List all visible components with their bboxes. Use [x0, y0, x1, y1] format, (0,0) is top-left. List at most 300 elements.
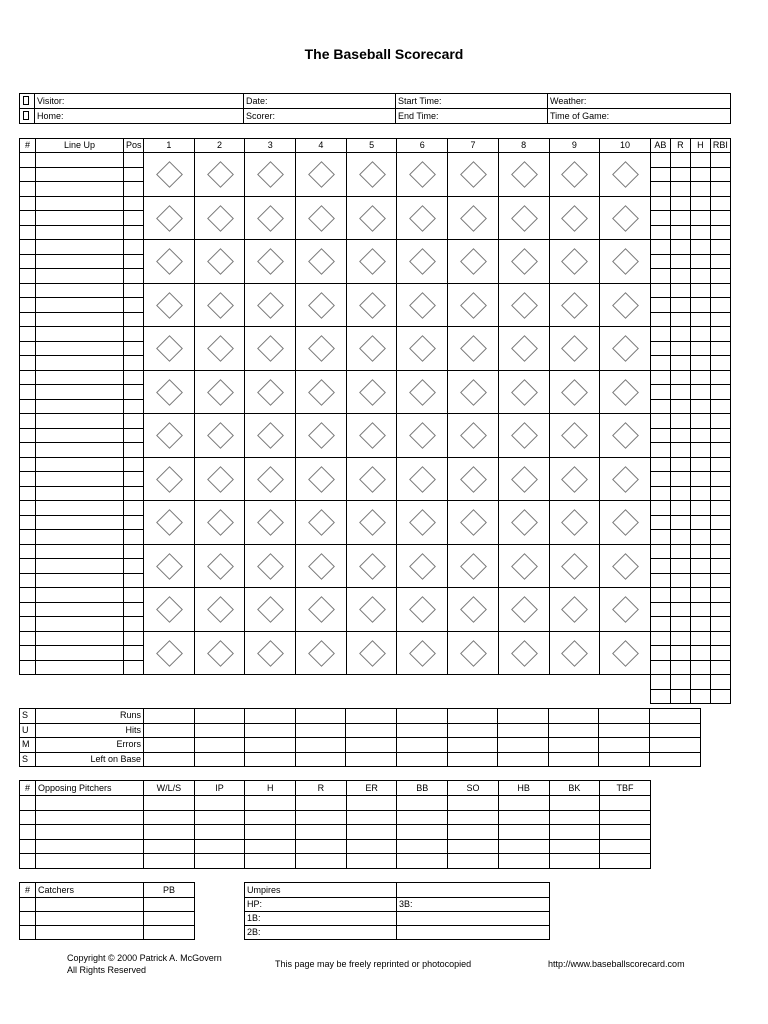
stat-cell[interactable]	[650, 327, 670, 342]
at-bat-box[interactable]	[549, 240, 600, 284]
batter-name-cell[interactable]	[36, 269, 124, 284]
stat-cell[interactable]	[690, 414, 710, 429]
stat-cell[interactable]	[670, 472, 690, 487]
stat-cell[interactable]	[710, 486, 730, 501]
stat-cell[interactable]	[670, 559, 690, 574]
catcher-cell[interactable]	[144, 898, 195, 912]
stat-cell[interactable]	[690, 631, 710, 646]
pitcher-cell[interactable]	[498, 854, 549, 869]
stat-cell[interactable]	[670, 283, 690, 298]
at-bat-box[interactable]	[296, 327, 347, 371]
stat-cell[interactable]	[650, 225, 670, 240]
stat-cell[interactable]	[650, 631, 670, 646]
position-cell[interactable]	[124, 298, 144, 313]
stat-cell[interactable]	[690, 269, 710, 284]
at-bat-box[interactable]	[397, 327, 448, 371]
at-bat-box[interactable]	[194, 196, 245, 240]
stat-cell[interactable]	[690, 341, 710, 356]
at-bat-box[interactable]	[448, 240, 499, 284]
batter-name-cell[interactable]	[36, 327, 124, 342]
pitcher-cell[interactable]	[20, 810, 36, 825]
stat-cell[interactable]	[690, 240, 710, 255]
pitcher-cell[interactable]	[144, 854, 195, 869]
stat-cell[interactable]	[710, 283, 730, 298]
pitcher-cell[interactable]	[448, 839, 499, 854]
batter-num-cell[interactable]	[20, 312, 36, 327]
at-bat-box[interactable]	[194, 370, 245, 414]
pitcher-cell[interactable]	[397, 796, 448, 811]
stat-cell[interactable]	[650, 660, 670, 675]
stat-cell[interactable]	[670, 399, 690, 414]
stat-cell[interactable]	[650, 602, 670, 617]
at-bat-box[interactable]	[296, 588, 347, 632]
batter-name-cell[interactable]	[36, 573, 124, 588]
at-bat-box[interactable]	[448, 283, 499, 327]
website-link[interactable]: http://www.baseballscorecard.com	[548, 959, 685, 969]
stat-cell[interactable]	[710, 298, 730, 313]
batter-num-cell[interactable]	[20, 472, 36, 487]
batter-num-cell[interactable]	[20, 530, 36, 545]
stat-cell[interactable]	[690, 196, 710, 211]
at-bat-box[interactable]	[296, 370, 347, 414]
sums-cell[interactable]	[144, 752, 195, 767]
stat-cell[interactable]	[650, 153, 670, 168]
stat-cell[interactable]	[670, 225, 690, 240]
sums-cell[interactable]	[346, 738, 397, 753]
batter-name-cell[interactable]	[36, 298, 124, 313]
at-bat-box[interactable]	[144, 327, 195, 371]
pitcher-cell[interactable]	[36, 825, 144, 840]
at-bat-box[interactable]	[498, 631, 549, 675]
stat-cell[interactable]	[670, 167, 690, 182]
at-bat-box[interactable]	[144, 196, 195, 240]
at-bat-box[interactable]	[346, 544, 397, 588]
pitcher-cell[interactable]	[194, 810, 245, 825]
at-bat-box[interactable]	[144, 544, 195, 588]
stat-cell[interactable]	[710, 167, 730, 182]
stat-cell[interactable]	[650, 356, 670, 371]
pitcher-cell[interactable]	[296, 825, 347, 840]
at-bat-box[interactable]	[397, 457, 448, 501]
batter-name-cell[interactable]	[36, 240, 124, 255]
batter-name-cell[interactable]	[36, 225, 124, 240]
batter-name-cell[interactable]	[36, 312, 124, 327]
at-bat-box[interactable]	[346, 414, 397, 458]
at-bat-box[interactable]	[600, 631, 651, 675]
position-cell[interactable]	[124, 414, 144, 429]
pitcher-cell[interactable]	[498, 825, 549, 840]
batter-name-cell[interactable]	[36, 515, 124, 530]
stat-cell[interactable]	[650, 544, 670, 559]
batter-num-cell[interactable]	[20, 399, 36, 414]
stat-cell[interactable]	[690, 544, 710, 559]
sums-cell[interactable]	[548, 752, 599, 767]
stat-cell[interactable]	[650, 515, 670, 530]
batter-num-cell[interactable]	[20, 153, 36, 168]
at-bat-box[interactable]	[144, 631, 195, 675]
position-cell[interactable]	[124, 573, 144, 588]
stat-cell[interactable]	[670, 501, 690, 516]
pitcher-cell[interactable]	[600, 825, 651, 840]
at-bat-box[interactable]	[549, 327, 600, 371]
at-bat-box[interactable]	[498, 283, 549, 327]
batter-name-cell[interactable]	[36, 153, 124, 168]
stat-cell[interactable]	[710, 544, 730, 559]
stat-cell[interactable]	[670, 356, 690, 371]
batter-num-cell[interactable]	[20, 631, 36, 646]
position-cell[interactable]	[124, 182, 144, 197]
at-bat-box[interactable]	[144, 370, 195, 414]
stat-cell[interactable]	[710, 457, 730, 472]
batter-num-cell[interactable]	[20, 254, 36, 269]
batter-name-cell[interactable]	[36, 486, 124, 501]
stat-cell[interactable]	[710, 530, 730, 545]
sums-cell[interactable]	[548, 738, 599, 753]
at-bat-box[interactable]	[144, 457, 195, 501]
end-time-field[interactable]: End Time:	[396, 109, 548, 124]
pitcher-cell[interactable]	[20, 825, 36, 840]
at-bat-box[interactable]	[397, 631, 448, 675]
catcher-cell[interactable]	[36, 912, 144, 926]
stat-cell[interactable]	[690, 660, 710, 675]
at-bat-box[interactable]	[549, 631, 600, 675]
at-bat-box[interactable]	[245, 588, 296, 632]
batter-name-cell[interactable]	[36, 385, 124, 400]
stat-total-cell[interactable]	[650, 689, 670, 704]
at-bat-box[interactable]	[448, 153, 499, 197]
position-cell[interactable]	[124, 631, 144, 646]
stat-cell[interactable]	[650, 269, 670, 284]
pitcher-cell[interactable]	[36, 839, 144, 854]
batter-num-cell[interactable]	[20, 269, 36, 284]
at-bat-box[interactable]	[448, 370, 499, 414]
stat-cell[interactable]	[690, 573, 710, 588]
batter-name-cell[interactable]	[36, 457, 124, 472]
at-bat-box[interactable]	[498, 457, 549, 501]
scorer-field[interactable]: Scorer:	[244, 109, 396, 124]
at-bat-box[interactable]	[194, 457, 245, 501]
time-of-game-field[interactable]: Time of Game:	[548, 109, 731, 124]
stat-cell[interactable]	[670, 414, 690, 429]
at-bat-box[interactable]	[448, 588, 499, 632]
at-bat-box[interactable]	[144, 588, 195, 632]
batter-num-cell[interactable]	[20, 457, 36, 472]
sums-cell[interactable]	[245, 752, 296, 767]
stat-cell[interactable]	[670, 312, 690, 327]
at-bat-box[interactable]	[245, 544, 296, 588]
stat-cell[interactable]	[670, 443, 690, 458]
stat-cell[interactable]	[690, 457, 710, 472]
at-bat-box[interactable]	[549, 370, 600, 414]
batter-num-cell[interactable]	[20, 283, 36, 298]
stat-cell[interactable]	[670, 617, 690, 632]
stat-cell[interactable]	[710, 356, 730, 371]
stat-cell[interactable]	[650, 617, 670, 632]
pitcher-cell[interactable]	[36, 796, 144, 811]
at-bat-box[interactable]	[397, 240, 448, 284]
position-cell[interactable]	[124, 327, 144, 342]
position-cell[interactable]	[124, 312, 144, 327]
pitcher-cell[interactable]	[448, 810, 499, 825]
pitcher-cell[interactable]	[600, 810, 651, 825]
pitcher-cell[interactable]	[397, 810, 448, 825]
pitcher-cell[interactable]	[549, 825, 600, 840]
sums-cell[interactable]	[346, 723, 397, 738]
stat-cell[interactable]	[650, 399, 670, 414]
at-bat-box[interactable]	[448, 327, 499, 371]
batter-num-cell[interactable]	[20, 385, 36, 400]
stat-cell[interactable]	[670, 269, 690, 284]
batter-name-cell[interactable]	[36, 530, 124, 545]
stat-cell[interactable]	[710, 588, 730, 603]
stat-cell[interactable]	[710, 327, 730, 342]
at-bat-box[interactable]	[296, 501, 347, 545]
stat-cell[interactable]	[670, 457, 690, 472]
sums-cell[interactable]	[498, 723, 549, 738]
position-cell[interactable]	[124, 660, 144, 675]
pitcher-cell[interactable]	[346, 825, 397, 840]
stat-cell[interactable]	[710, 646, 730, 661]
batter-name-cell[interactable]	[36, 283, 124, 298]
stat-total-cell[interactable]	[670, 689, 690, 704]
pitcher-cell[interactable]	[346, 810, 397, 825]
at-bat-box[interactable]	[144, 501, 195, 545]
3b-field[interactable]: 3B:	[397, 898, 550, 912]
stat-cell[interactable]	[710, 443, 730, 458]
batter-num-cell[interactable]	[20, 588, 36, 603]
stat-cell[interactable]	[690, 182, 710, 197]
stat-cell[interactable]	[670, 153, 690, 168]
stat-cell[interactable]	[710, 225, 730, 240]
stat-cell[interactable]	[650, 501, 670, 516]
position-cell[interactable]	[124, 240, 144, 255]
position-cell[interactable]	[124, 530, 144, 545]
stat-cell[interactable]	[710, 472, 730, 487]
stat-total-cell[interactable]	[670, 675, 690, 690]
at-bat-box[interactable]	[194, 240, 245, 284]
batter-name-cell[interactable]	[36, 428, 124, 443]
batter-name-cell[interactable]	[36, 341, 124, 356]
at-bat-box[interactable]	[296, 631, 347, 675]
batter-name-cell[interactable]	[36, 544, 124, 559]
batter-name-cell[interactable]	[36, 167, 124, 182]
sums-cell[interactable]	[295, 738, 346, 753]
at-bat-box[interactable]	[448, 457, 499, 501]
pitcher-cell[interactable]	[600, 839, 651, 854]
at-bat-box[interactable]	[245, 196, 296, 240]
sums-cell[interactable]	[447, 723, 498, 738]
pitcher-cell[interactable]	[549, 854, 600, 869]
at-bat-box[interactable]	[498, 544, 549, 588]
at-bat-box[interactable]	[600, 283, 651, 327]
at-bat-box[interactable]	[194, 153, 245, 197]
batter-num-cell[interactable]	[20, 486, 36, 501]
pitcher-cell[interactable]	[498, 796, 549, 811]
batter-name-cell[interactable]	[36, 414, 124, 429]
stat-cell[interactable]	[670, 588, 690, 603]
at-bat-box[interactable]	[600, 501, 651, 545]
pitcher-cell[interactable]	[144, 810, 195, 825]
sums-cell[interactable]	[295, 752, 346, 767]
pitcher-cell[interactable]	[549, 796, 600, 811]
stat-cell[interactable]	[670, 530, 690, 545]
at-bat-box[interactable]	[498, 588, 549, 632]
stat-cell[interactable]	[650, 298, 670, 313]
stat-cell[interactable]	[650, 457, 670, 472]
stat-cell[interactable]	[690, 617, 710, 632]
umpire-empty-cell[interactable]	[397, 912, 550, 926]
stat-cell[interactable]	[670, 486, 690, 501]
at-bat-box[interactable]	[346, 327, 397, 371]
batter-num-cell[interactable]	[20, 196, 36, 211]
pitcher-cell[interactable]	[600, 796, 651, 811]
at-bat-box[interactable]	[346, 240, 397, 284]
position-cell[interactable]	[124, 211, 144, 226]
stat-total-cell[interactable]	[710, 689, 730, 704]
stat-cell[interactable]	[710, 573, 730, 588]
at-bat-box[interactable]	[346, 631, 397, 675]
stat-cell[interactable]	[690, 530, 710, 545]
position-cell[interactable]	[124, 356, 144, 371]
at-bat-box[interactable]	[600, 327, 651, 371]
at-bat-box[interactable]	[600, 457, 651, 501]
position-cell[interactable]	[124, 385, 144, 400]
at-bat-box[interactable]	[346, 153, 397, 197]
stat-cell[interactable]	[670, 341, 690, 356]
stat-cell[interactable]	[670, 646, 690, 661]
stat-cell[interactable]	[650, 196, 670, 211]
pitcher-cell[interactable]	[36, 854, 144, 869]
stat-cell[interactable]	[710, 617, 730, 632]
batter-name-cell[interactable]	[36, 660, 124, 675]
visitor-field[interactable]: Visitor:	[35, 94, 244, 109]
stat-cell[interactable]	[650, 240, 670, 255]
at-bat-box[interactable]	[296, 240, 347, 284]
position-cell[interactable]	[124, 167, 144, 182]
batter-name-cell[interactable]	[36, 588, 124, 603]
pitcher-cell[interactable]	[448, 854, 499, 869]
position-cell[interactable]	[124, 196, 144, 211]
position-cell[interactable]	[124, 472, 144, 487]
pitcher-cell[interactable]	[296, 796, 347, 811]
stat-cell[interactable]	[710, 515, 730, 530]
at-bat-box[interactable]	[600, 153, 651, 197]
batter-num-cell[interactable]	[20, 225, 36, 240]
stat-total-cell[interactable]	[690, 689, 710, 704]
at-bat-box[interactable]	[549, 544, 600, 588]
at-bat-box[interactable]	[600, 414, 651, 458]
stat-cell[interactable]	[710, 240, 730, 255]
stat-cell[interactable]	[650, 573, 670, 588]
sums-cell[interactable]	[396, 752, 447, 767]
at-bat-box[interactable]	[549, 153, 600, 197]
stat-cell[interactable]	[650, 646, 670, 661]
at-bat-box[interactable]	[498, 414, 549, 458]
position-cell[interactable]	[124, 428, 144, 443]
stat-cell[interactable]	[690, 559, 710, 574]
sums-cell[interactable]	[194, 723, 245, 738]
pitcher-cell[interactable]	[20, 839, 36, 854]
at-bat-box[interactable]	[549, 457, 600, 501]
stat-cell[interactable]	[670, 602, 690, 617]
stat-cell[interactable]	[710, 341, 730, 356]
sums-cell[interactable]	[649, 752, 700, 767]
pitcher-cell[interactable]	[600, 854, 651, 869]
batter-name-cell[interactable]	[36, 196, 124, 211]
at-bat-box[interactable]	[296, 414, 347, 458]
pitcher-cell[interactable]	[397, 825, 448, 840]
at-bat-box[interactable]	[245, 283, 296, 327]
sums-cell[interactable]	[447, 738, 498, 753]
stat-cell[interactable]	[690, 486, 710, 501]
1b-field[interactable]: 1B:	[245, 912, 397, 926]
batter-num-cell[interactable]	[20, 544, 36, 559]
at-bat-box[interactable]	[600, 544, 651, 588]
stat-cell[interactable]	[670, 544, 690, 559]
stat-cell[interactable]	[670, 211, 690, 226]
at-bat-box[interactable]	[346, 370, 397, 414]
at-bat-box[interactable]	[296, 196, 347, 240]
pitcher-cell[interactable]	[245, 854, 296, 869]
stat-cell[interactable]	[650, 211, 670, 226]
pitcher-cell[interactable]	[194, 825, 245, 840]
stat-cell[interactable]	[670, 385, 690, 400]
stat-cell[interactable]	[690, 515, 710, 530]
batter-num-cell[interactable]	[20, 356, 36, 371]
at-bat-box[interactable]	[194, 327, 245, 371]
stat-cell[interactable]	[690, 472, 710, 487]
at-bat-box[interactable]	[194, 544, 245, 588]
2b-field[interactable]: 2B:	[245, 926, 397, 940]
pitcher-cell[interactable]	[296, 854, 347, 869]
sums-cell[interactable]	[447, 752, 498, 767]
checkbox-visitor[interactable]	[20, 94, 35, 109]
sums-cell[interactable]	[144, 723, 195, 738]
batter-num-cell[interactable]	[20, 602, 36, 617]
stat-cell[interactable]	[670, 631, 690, 646]
at-bat-box[interactable]	[397, 588, 448, 632]
at-bat-box[interactable]	[346, 283, 397, 327]
stat-cell[interactable]	[690, 588, 710, 603]
stat-cell[interactable]	[650, 312, 670, 327]
pitcher-cell[interactable]	[498, 839, 549, 854]
start-time-field[interactable]: Start Time:	[396, 94, 548, 109]
batter-name-cell[interactable]	[36, 356, 124, 371]
position-cell[interactable]	[124, 225, 144, 240]
at-bat-box[interactable]	[346, 196, 397, 240]
checkbox-home[interactable]	[20, 109, 35, 124]
stat-cell[interactable]	[690, 327, 710, 342]
date-field[interactable]: Date:	[244, 94, 396, 109]
pitcher-cell[interactable]	[245, 839, 296, 854]
stat-cell[interactable]	[650, 182, 670, 197]
batter-num-cell[interactable]	[20, 211, 36, 226]
stat-cell[interactable]	[690, 153, 710, 168]
stat-cell[interactable]	[690, 370, 710, 385]
stat-cell[interactable]	[690, 602, 710, 617]
position-cell[interactable]	[124, 457, 144, 472]
stat-cell[interactable]	[650, 167, 670, 182]
batter-num-cell[interactable]	[20, 167, 36, 182]
batter-name-cell[interactable]	[36, 617, 124, 632]
batter-num-cell[interactable]	[20, 443, 36, 458]
stat-cell[interactable]	[670, 254, 690, 269]
batter-num-cell[interactable]	[20, 341, 36, 356]
at-bat-box[interactable]	[549, 283, 600, 327]
batter-name-cell[interactable]	[36, 399, 124, 414]
at-bat-box[interactable]	[448, 196, 499, 240]
stat-cell[interactable]	[650, 254, 670, 269]
